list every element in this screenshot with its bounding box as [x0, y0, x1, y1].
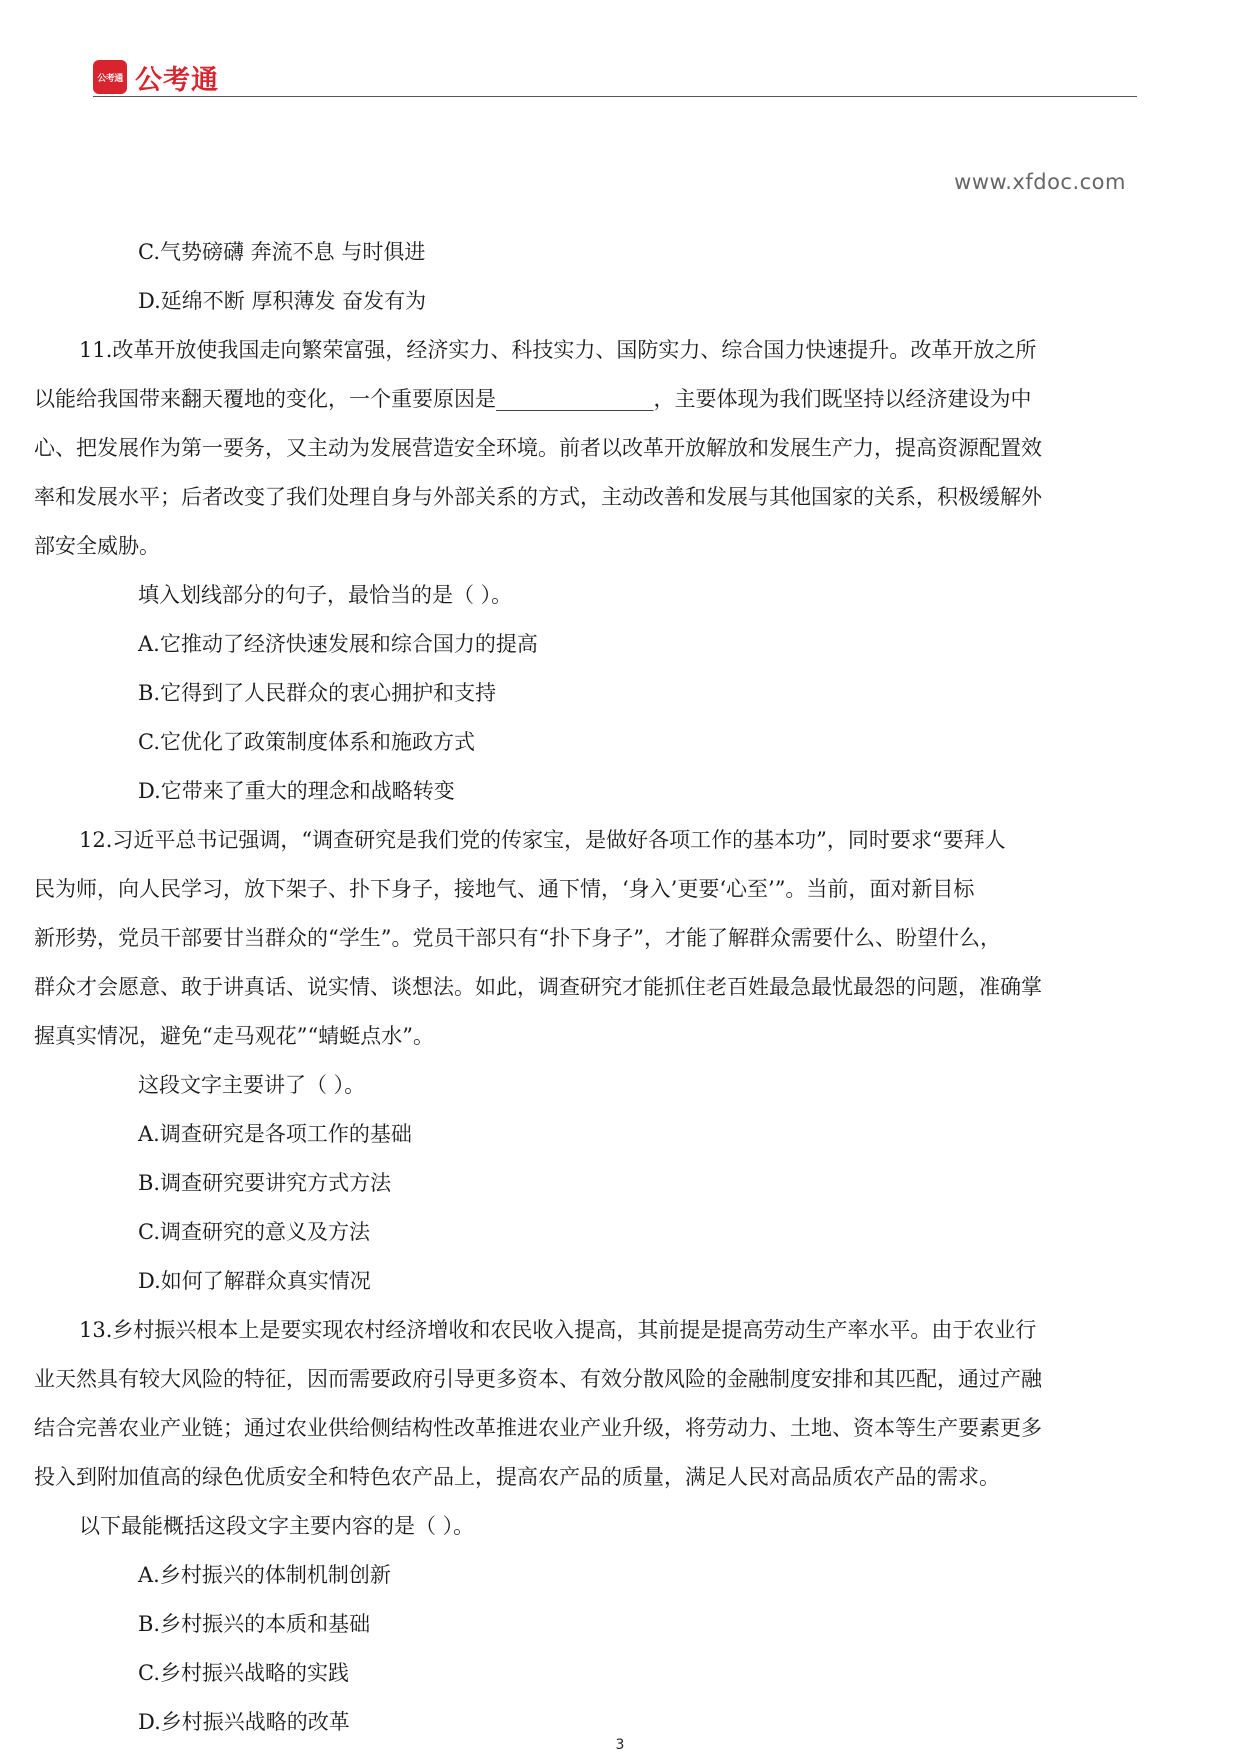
- page-number: 3: [615, 1737, 625, 1753]
- text-line: 12.习近平总书记强调，“调查研究是我们党的传家宝，是做好各项工作的基本功”，同时要求“要拜人: [79, 828, 1006, 852]
- text-line: B.乡村振兴的本质和基础: [138, 1612, 371, 1636]
- text-line: 心、把发展作为第一要务，又主动为发展营造安全环境。前者以改革开放解放和发展生产力，提高资源配置效: [34, 436, 1042, 460]
- text-line: 以下最能概括这段文字主要内容的是（ ）。: [79, 1514, 475, 1538]
- text-line: 填入划线部分的句子，最恰当的是（ ）。: [138, 583, 513, 607]
- document-body: [34, 228, 1094, 1747]
- text-line: 率和发展水平；后者改变了我们处理自身与外部关系的方式，主动改善和发展与其他国家的关系，积极缓解外: [34, 485, 1042, 509]
- text-line: D.乡村振兴战略的改革: [138, 1710, 350, 1734]
- text-line: 新形势，党员干部要甘当群众的“学生”。党员干部只有“扑下身子”，才能了解群众需要什么、盼望什么，: [34, 926, 1001, 950]
- header-divider: [93, 96, 1137, 97]
- text-line: 投入到附加值高的绿色优质安全和特色农产品上，提高农产品的质量，满足人民对高品质农产品的需求。: [34, 1465, 1000, 1489]
- text-line: 13.乡村振兴根本上是要实现农村经济增收和农民收入提高，其前提是提高劳动生产率水平。由于农业行: [79, 1318, 1037, 1342]
- text-line: 部安全威胁。: [34, 534, 160, 558]
- logo-icon: 公考通: [93, 60, 127, 94]
- text-line: D.如何了解群众真实情况: [138, 1269, 371, 1293]
- header: [93, 60, 219, 94]
- text-line: A.乡村振兴的体制机制创新: [138, 1563, 391, 1587]
- text-line: D.它带来了重大的理念和战略转变: [138, 779, 455, 803]
- text-line: B.它得到了人民群众的衷心拥护和支持: [138, 681, 497, 705]
- text-line: C.乡村振兴战略的实践: [138, 1661, 349, 1685]
- text-line: 业天然具有较大风险的特征，因而需要政府引导更多资本、有效分散风险的金融制度安排和其匹配，通过产融: [34, 1367, 1042, 1391]
- text-line: 这段文字主要讲了（ ）。: [138, 1073, 366, 1097]
- text-line: 群众才会愿意、敢于讲真话、说实情、谈想法。如此，调查研究才能抓住老百姓最急最忧最怨的问题，准确掌: [34, 975, 1042, 999]
- text-line: 握真实情况，避免“走马观花”“蜻蜓点水”。: [34, 1024, 434, 1048]
- text-line: C.它优化了政策制度体系和施政方式: [138, 730, 475, 754]
- text-line: C.调查研究的意义及方法: [138, 1220, 370, 1244]
- website-watermark: www.xfdoc.com: [954, 170, 1126, 194]
- text-line: 结合完善农业产业链；通过农业供给侧结构性改革推进农业产业升级，将劳动力、土地、资本等生产要素更多: [34, 1416, 1042, 1440]
- text-line: A.它推动了经济快速发展和综合国力的提高: [138, 632, 538, 656]
- text-line: D.延绵不断 厚积薄发 奋发有为: [138, 289, 427, 313]
- text-line: A.调查研究是各项工作的基础: [138, 1122, 412, 1146]
- text-line: 民为师，向人民学习，放下架子、扑下身子，接地气、通下情，‘身入’更要‘心至’”。当前，面对新目标: [34, 877, 975, 901]
- brand-name: 公考通: [135, 64, 219, 96]
- text-line: B.调查研究要讲究方式方法: [138, 1171, 392, 1195]
- text-line: C.气势磅礴 奔流不息 与时俱进: [138, 240, 426, 264]
- text-line: 11.改革开放使我国走向繁荣富强，经济实力、科技实力、国防实力、综合国力快速提升。改革开放之所: [79, 338, 1037, 362]
- text-line: 以能给我国带来翻天覆地的变化，一个重要原因是_______________，主要体现为我们既坚持以经济建设为中: [34, 387, 1032, 411]
